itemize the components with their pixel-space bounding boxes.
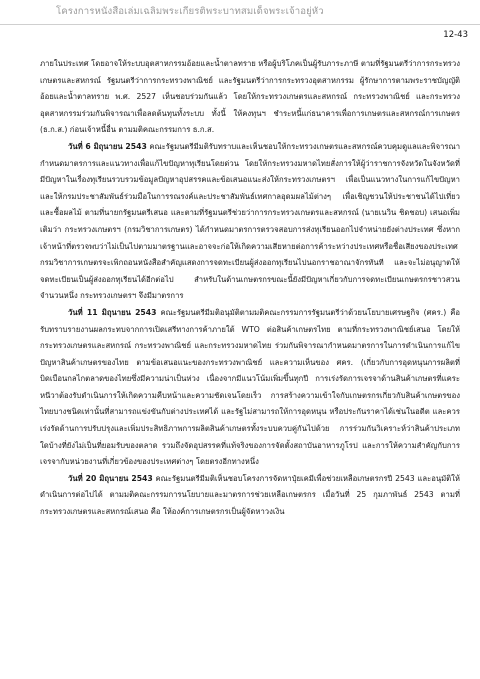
document-body (40, 56, 460, 521)
paragraph-1-text: ภายในประเทศ โดยอาจให้ระบบอุตสาหกรรมอ้อยและน้ำตาลทราย หรือผู้บริโภคเป็นผู้รับภาระภาษี ตามที่รัฐมนตรีว่าการกระทรวงเกษตรและสหกรณ์ รัฐมนตรีว่าการกระทรวงพาณิชย์ และรัฐมนตรีว่าการกระทรวงอุตสาหกรรม ผู้รักษาการตามพระราชบัญญัติอ้อยและน้ำตาลทราย พ.ศ. 2527 เห็นชอบร่วมกันแล้ว โดยให้กระทรวงเกษตรและสหกรณ์ กระทรวงพาณิชย์ และกระทรวงอุตสาหกรรมร่วมกันพิจารณาเพื่อลดต้นทุนทั้งระบบ ทั้งนี้ ให้คงทุนฯ ชำระหนี้แก่ธนาคารเพื่อการเกษตรและสหกรณ์การเกษตร (ธ.ก.ส.) ก่อนเจ้าหนี้อื่น ตามมติคณะกรรมการ ธ.ก.ส. (40, 59, 460, 135)
paragraph-4-date: วันที่ 20 มิถุนายน 2543 (68, 473, 153, 483)
paragraph-4-text: คณะรัฐมนตรีมีมติเห็นชอบโครงการจัดหาปุ๋ยเคมีเพื่อช่วยเหลือเกษตรกรปี 2543 และอนุมัติให้ดำเนินการต่อไปได้ ตามมติคณะกรรมการนโยบายและมาตรการช่วยเหลือเกษตรกร เมื่อวันที่ 25 กุมภาพันธ์ 2543 ตามที่กระทรวงเกษตรและสหกรณ์เสนอ คือ ให้องค์การเกษตรกรเป็นผู้จัดหาวงเงิน (40, 473, 460, 517)
paragraph-4 (40, 471, 460, 521)
paragraph-2-text: คณะรัฐมนตรีมีมติรับทราบและเห็นชอบให้กระทรวงเกษตรและสหกรณ์ควบคุมดูแลและพิจารณากำหนดมาตรการและแนวทางเพื่อแก้ไขปัญหาทุเรียนโดยด่วน โดยให้กระทรวงมหาดไทยสั่งการให้ผู้ว่าราชการจังหวัดในจังหวัดที่มีปัญหาในเรื่องทุเรียนรวบรวมข้อมูลปัญหาอุปสรรคและข้อเสนอแนะส่งให้กระทรวงเกษตรฯ เพื่อเป็นแนวทางในการแก้ไขปัญหา และให้กรมประชาสัมพันธ์ร่วมมือในการรณรงค์และประชาสัมพันธ์เทศกาลอุดมผลไม้ต่างๆ เพื่อเชิญชวนให้ประชาชนได้ไปเที่ยวและซื้อผลไม้ ตามที่นายกรัฐมนตรีเสนอ และตามที่รัฐมนตรีช่วยว่าการกระทรวงเกษตรและสหกรณ์ (นายเนวิน ชิดชอบ) เสนอเพิ่มเติมว่า กระทรวงเกษตรฯ (กรมวิชาการเกษตร) ได้กำหนดมาตรการตรวจสอบการส่งทุเรียนออกไปจำหน่ายยังต่างประเทศ ซึ่งหากเจ้าหน้าที่ตรวจพบว่าไม่เป็นไปตามมาตรฐานและอาจจะก่อให้เกิดความเสียหายต่อการค้าระหว่างประเทศหรือชื่อเสียงของประเทศ กรมวิชาการเกษตรจะเพิกถอนหนังสือสำคัญแสดงการจดทะเบียนผู้ส่งออกทุเรียนไปนอกราชอาณาจักรทันที และจะไม่อนุญาตให้จดทะเบียนเป็นผู้ส่งออกทุเรียนได้อีกต่อไป สำหรับในด้านเกษตรกรขณะนี้ยังมีปัญหาเกี่ยวกับการจดทะเบียนเกษตรกรชาวสวนจำนวนหนึ่ง กระทรวงเกษตรฯ จึงมีมาตรการ (40, 141, 461, 301)
running-header (0, 0, 480, 25)
header-title: โครงการหนังสือเล่มเฉลิมพระเกียรติพระบาทสมเด็จพระเจ้าอยู่หัว (56, 6, 324, 17)
paragraph-3-text: คณะรัฐมนตรีมีมติอนุมัติตามมติคณะกรรมการรัฐมนตรีว่าด้วยนโยบายเศรษฐกิจ (ศคร.) คือ รับทราบรายงานผลกระทบจากการเปิดเสรีทางการค้าภายใต้ WTO ต่อสินค้าเกษตรไทย ตามที่กระทรวงพาณิชย์เสนอ โดยให้กระทรวงเกษตรและสหกรณ์ กระทรวงพาณิชย์ และกระทรวงมหาดไทย ร่วมกันพิจารณากำหนดมาตรการในการดำเนินการแก้ไขปัญหาสินค้าเกษตรของไทย ตามข้อเสนอแนะของกระทรวงพาณิชย์ และความเห็นของ ศคร. (เกี่ยวกับการอุดหนุนการผลิตที่บิดเบือนกลไกตลาดของไทยซึ่งมีความน่าเป็นห่วง เนื่องจากมีแนวโน้มเพิ่มขึ้นทุกปี การเร่งรัดการเจรจาด้านสินค้าเกษตรที่แคระหนีวาต้องรับดำเนินการให้เกิดความคืบหน้าและความชัดเจนโดยเร็ว การสร้างความเข้าใจกับเกษตรกรเกี่ยวกับสินค้าเกษตรของไทยบางชนิดเท่านั้นที่สามารถแข่งขันกับต่างประเทศได้ และรัฐไม่สามารถให้การอุดหนุน หรือประกันราคาได้เช่นในอดีต และควรเร่งรัดด้านการปรับปรุงและเพิ่มประสิทธิภาพการผลิตสินค้าเกษตรทั้งระบบควบคู่กันไปด้วย การร่วมกันวิเคราะห์ว่าสินค้าประเภทใดบ้างที่ยังไม่เป็นที่ยอมรับของตลาด รวมถึงจัดอุปสรรคที่แท้จริงของการจัดตั้งสถาบันอาหารภูโรป และการให้ความสำคัญกับการเจรจากับหน่วยงานที่เกี่ยวข้องของประเทศต่างๆ โดยตรงอีกทางหนึ่ง (40, 307, 460, 467)
paragraph-1 (40, 56, 460, 139)
paragraph-2 (40, 139, 460, 305)
paragraph-3-date: วันที่ 11 มิถุนายน 2543 (68, 307, 157, 317)
paragraph-2-date: วันที่ 6 มิถุนายน 2543 (68, 141, 147, 151)
paragraph-3 (40, 305, 460, 471)
page-number: 12-43 (443, 30, 468, 40)
